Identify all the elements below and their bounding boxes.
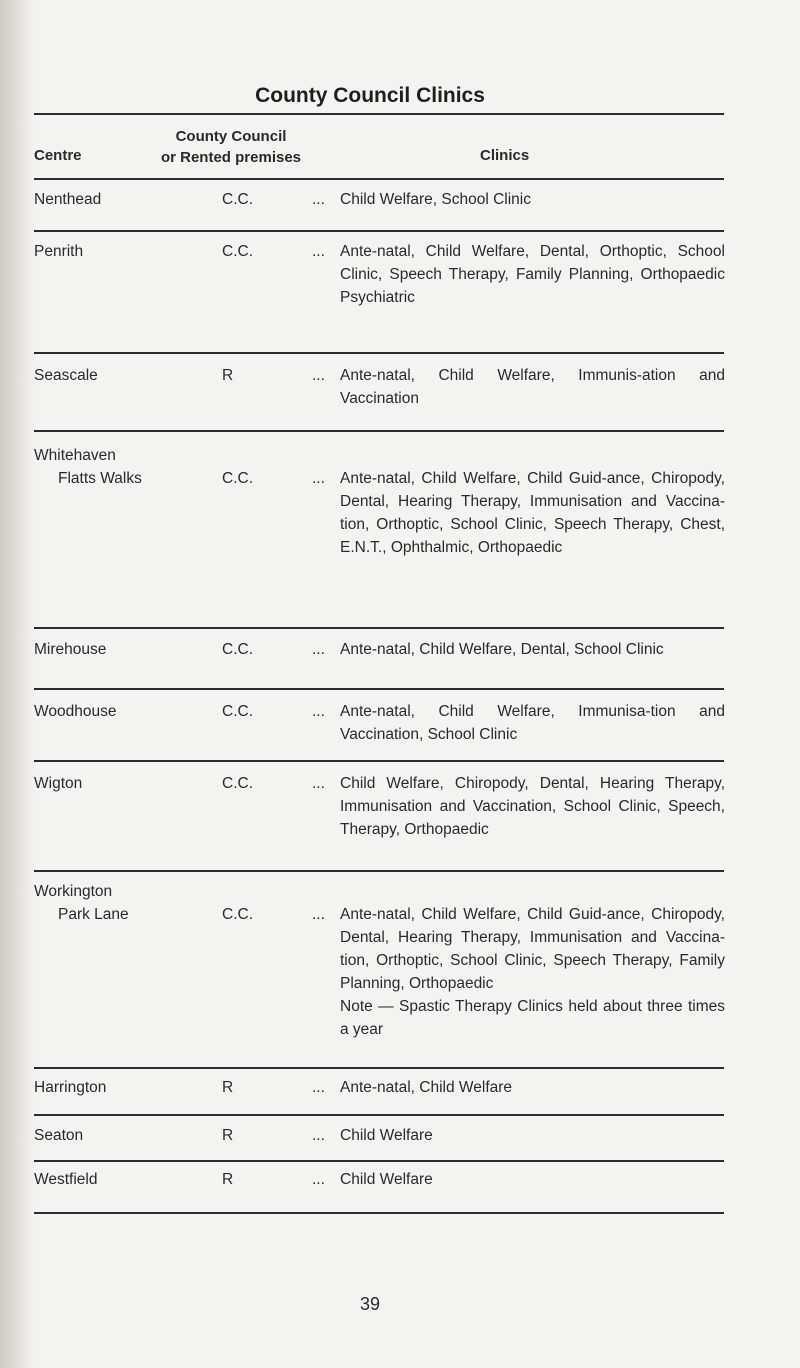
row-woodhouse-premises: C.C. bbox=[222, 703, 253, 720]
row-penrith-dots: ... bbox=[312, 243, 325, 260]
page-title: County Council Clinics bbox=[255, 84, 485, 107]
row-woodhouse-clinics: Ante-natal, Child Welfare, Immunisa-tion and Vaccination, School Clinic bbox=[340, 703, 725, 743]
row-whitehaven-dots: ... bbox=[312, 470, 325, 487]
row-harrington-premises: R bbox=[222, 1079, 234, 1096]
row-westfield-premises: R bbox=[222, 1171, 234, 1188]
header-premises bbox=[126, 126, 336, 168]
header-rule bbox=[34, 178, 724, 180]
row-woodhouse-centre: Woodhouse bbox=[34, 703, 117, 720]
row-woodhouse-dots: ... bbox=[312, 703, 325, 720]
row-divider bbox=[34, 760, 724, 762]
row-penrith-premises: C.C. bbox=[222, 243, 253, 260]
row-wigton-premises: C.C. bbox=[222, 775, 253, 792]
row-whitehaven-premises: C.C. bbox=[222, 470, 253, 487]
row-divider bbox=[34, 870, 724, 872]
row-divider bbox=[34, 352, 724, 354]
row-divider bbox=[34, 230, 724, 232]
row-mirehouse-dots: ... bbox=[312, 641, 325, 658]
row-seaton-centre: Seaton bbox=[34, 1127, 84, 1144]
row-nenthead-centre: Nenthead bbox=[34, 191, 102, 208]
row-whitehaven-clinics: Ante-natal, Child Welfare, Child Guid-ance, Chiropody, Dental, Hearing Therapy, Immunisation and Vaccina-tion, Orthoptic, School Clinic, Speech Therapy, Chest, E.N.T., Ophthalmic, Orthopaedic bbox=[340, 470, 725, 556]
row-divider bbox=[34, 627, 724, 629]
clinics-list: Ante-natal, Child Welfare, Child Guid-ance, Chiropody, Dental, Hearing Therapy, Immunisation and Vaccina-tion, Orthoptic, School Clinic, Speech Therapy, Family Planning, Orthopaedic bbox=[340, 906, 725, 992]
row-divider bbox=[34, 1067, 724, 1069]
row-westfield-centre: Westfield bbox=[34, 1171, 98, 1188]
row-wigton-centre: Wigton bbox=[34, 775, 83, 792]
row-seascale-premises: R bbox=[222, 367, 234, 384]
row-harrington-centre: Harrington bbox=[34, 1079, 107, 1096]
row-mirehouse-centre: Mirehouse bbox=[34, 641, 107, 658]
centre-name: Whitehaven bbox=[34, 447, 116, 464]
clinics-note: Note — Spastic Therapy Clinics held about three times a year bbox=[340, 998, 725, 1038]
row-wigton-dots: ... bbox=[312, 775, 325, 792]
row-wigton-clinics: Child Welfare, Chiropody, Dental, Hearing Therapy, Immunisation and Vaccination, School Clinic, Speech, Therapy, Orthopaedic bbox=[340, 775, 725, 838]
row-seaton-clinics: Child Welfare bbox=[340, 1127, 433, 1144]
row-seascale-centre: Seascale bbox=[34, 367, 98, 384]
row-workington-dots: ... bbox=[312, 906, 325, 923]
row-harrington-dots: ... bbox=[312, 1079, 325, 1096]
row-nenthead-premises: C.C. bbox=[222, 191, 253, 208]
row-divider bbox=[34, 688, 724, 690]
row-harrington-clinics: Ante-natal, Child Welfare bbox=[340, 1079, 513, 1096]
row-seaton-premises: R bbox=[222, 1127, 234, 1144]
row-mirehouse-premises: C.C. bbox=[222, 641, 253, 658]
table-bottom-rule bbox=[34, 1212, 724, 1214]
row-workington-premises: C.C. bbox=[222, 906, 253, 923]
row-divider bbox=[34, 1160, 724, 1162]
page-number: 39 bbox=[359, 1294, 381, 1314]
header-premises-line2: or Rented premises bbox=[160, 149, 302, 166]
row-seaton-dots: ... bbox=[312, 1127, 325, 1144]
row-divider bbox=[34, 1114, 724, 1116]
header-centre: Centre bbox=[34, 147, 82, 164]
row-penrith-centre: Penrith bbox=[34, 243, 84, 260]
row-mirehouse-clinics: Ante-natal, Child Welfare, Dental, School Clinic bbox=[340, 641, 664, 658]
row-workington-clinics bbox=[340, 903, 725, 1041]
row-nenthead-clinics: Child Welfare, School Clinic bbox=[340, 191, 531, 208]
centre-sub-location: Flatts Walks bbox=[58, 470, 142, 487]
row-divider bbox=[34, 430, 724, 432]
row-nenthead-dots: ... bbox=[312, 191, 325, 208]
centre-name: Workington bbox=[34, 883, 113, 900]
row-workington-centre bbox=[34, 880, 214, 926]
title-rule bbox=[34, 113, 724, 115]
centre-sub-location: Park Lane bbox=[58, 906, 129, 923]
row-westfield-clinics: Child Welfare bbox=[340, 1171, 433, 1188]
header-premises-line1: County Council bbox=[175, 128, 287, 145]
row-seascale-clinics: Ante-natal, Child Welfare, Immunis-ation and Vaccination bbox=[340, 367, 725, 407]
row-penrith-clinics: Ante-natal, Child Welfare, Dental, Orthoptic, School Clinic, Speech Therapy, Family Planning, Orthopaedic Psychiatric bbox=[340, 243, 725, 306]
row-westfield-dots: ... bbox=[312, 1171, 325, 1188]
header-clinics: Clinics bbox=[480, 147, 530, 164]
row-seascale-dots: ... bbox=[312, 367, 325, 384]
row-whitehaven-centre bbox=[34, 444, 214, 490]
